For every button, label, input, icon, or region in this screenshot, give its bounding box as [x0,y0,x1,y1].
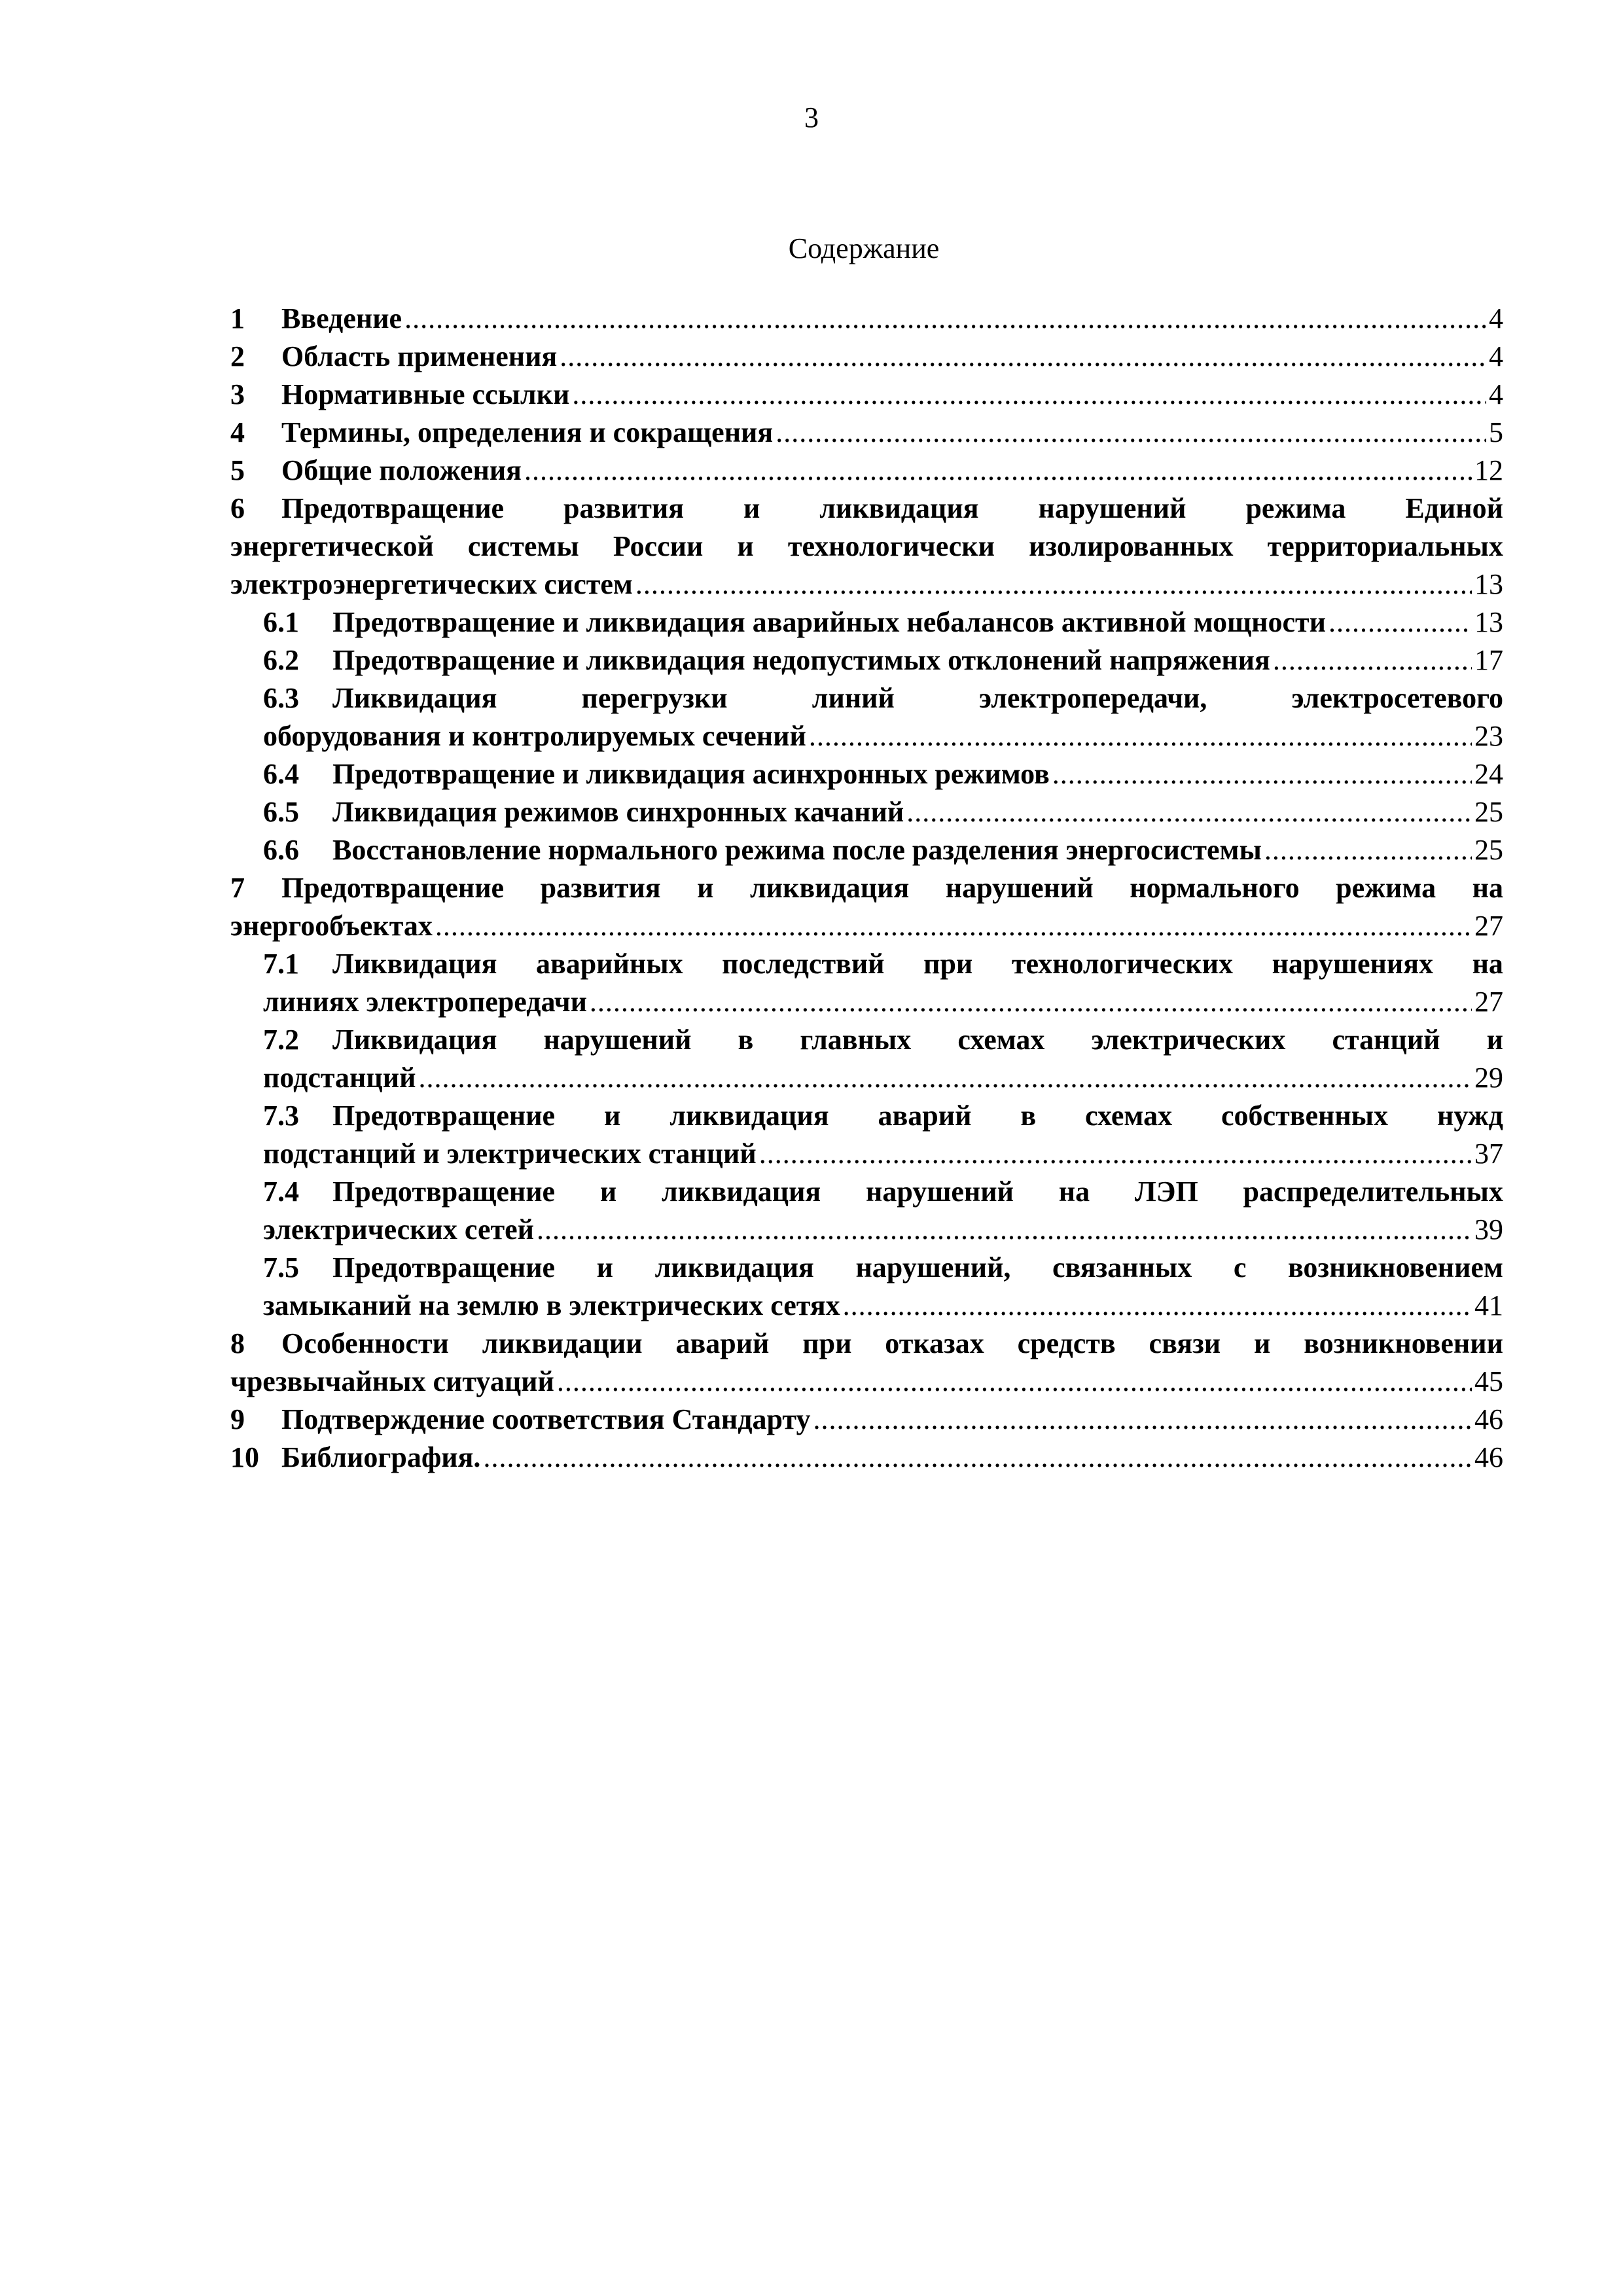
toc-entry[interactable] [230,1097,1503,1173]
toc-dot-leader [560,338,1486,376]
toc-entry-page: 23 [1474,720,1503,752]
toc-entry-title: Нормативные ссылки [281,378,570,410]
toc-entry-title: Предотвращение и ликвидация аварийных небалансов активной мощности [332,606,1326,638]
toc-entry-title: Предотвращение и ликвидация аварий в схемах собственных нужд [332,1100,1503,1132]
toc-dot-leader [906,793,1472,831]
page-number: 3 [804,101,819,134]
toc-entry-title: Предотвращение и ликвидация нарушений, связанных с возникновением [332,1251,1503,1283]
toc-entry[interactable] [230,755,1503,793]
toc-entry-number: 7.5 [263,1251,299,1283]
toc-entry-number: 6.5 [263,796,299,828]
toc-entry-title: линиях электропередачи [263,986,587,1018]
toc-entry-number: 6.4 [263,758,299,790]
toc-entry-title: замыканий на землю в электрических сетях [263,1289,840,1321]
toc-entry-title: энергетической системы России и технологически изолированных территориальных [230,530,1503,562]
toc-entry-title: Восстановление нормального режима после разделения энергосистемы [332,834,1262,866]
toc-dot-leader [572,376,1486,414]
toc-dot-leader [404,300,1486,338]
toc-entry-title: чрезвычайных ситуаций [230,1365,554,1397]
toc-entry-number: 3 [230,378,245,410]
toc-entry-number: 6 [230,492,245,524]
toc-entry-page: 24 [1474,758,1503,790]
toc-entry[interactable] [230,1439,1503,1477]
toc-entry-title: Особенности ликвидации аварий при отказах средств связи и возникновении [281,1327,1503,1359]
toc-entry[interactable] [230,869,1503,945]
toc-entry[interactable] [230,414,1503,452]
toc-dot-leader [1329,603,1472,641]
toc-entry-number: 7.3 [263,1100,299,1132]
toc-entry[interactable] [230,679,1503,755]
toc-dot-leader [843,1287,1472,1325]
toc-entry-number: 1 [230,302,245,334]
toc-entry-title: Ликвидация нарушений в главных схемах электрических станций и [332,1024,1503,1056]
toc-entry-number: 10 [230,1441,259,1473]
toc-dot-leader [635,565,1472,603]
toc-entry-page: 41 [1474,1289,1503,1321]
toc-entry-title: Предотвращение и ликвидация недопустимых отклонений напряжения [332,644,1270,676]
toc-entry-title: электрических сетей [263,1213,534,1246]
toc-entry-page: 45 [1474,1365,1503,1397]
toc-entry-title: энергообъектах [230,910,433,942]
toc-entry-title: Предотвращение и ликвидация нарушений на ЛЭП распределительных [332,1175,1503,1208]
toc-entry-title: электроэнергетических систем [230,568,633,600]
toc-entry[interactable] [230,793,1503,831]
toc-entry-title: Введение [281,302,402,334]
toc-entry[interactable] [230,1401,1503,1439]
toc-entry-number: 9 [230,1403,245,1435]
toc-entry-number: 7 [230,872,245,904]
toc-dot-leader [590,983,1472,1021]
toc-entry-title: Библиография. [281,1441,481,1473]
toc-dot-leader [418,1059,1472,1097]
toc-entry[interactable] [230,376,1503,414]
toc-entry-page: 29 [1474,1062,1503,1094]
toc-dot-leader [1264,831,1472,869]
toc-entry-page: 46 [1474,1403,1503,1435]
toc-entry[interactable] [230,603,1503,641]
toc-dot-leader [759,1135,1472,1173]
toc-entry-number: 6.3 [263,682,299,714]
toc-entry[interactable] [230,338,1503,376]
toc-entry-title: Предотвращение развития и ликвидация нарушений нормального режима на [281,872,1503,904]
toc-entry-page: 25 [1474,796,1503,828]
toc-dot-leader [813,1401,1472,1439]
toc-dot-leader [1273,641,1472,679]
toc-entry-number: 6.1 [263,606,299,638]
toc-entry-page: 27 [1474,910,1503,942]
toc-entry-page: 27 [1474,986,1503,1018]
toc-entry-number: 7.2 [263,1024,299,1056]
toc-entry-title: подстанций [263,1062,416,1094]
toc-entry-page: 37 [1474,1138,1503,1170]
toc-entry-page: 4 [1489,340,1503,372]
toc-entry-title: оборудования и контролируемых сечений [263,720,806,752]
toc-entry-title: Предотвращение и ликвидация асинхронных режимов [332,758,1050,790]
toc-entry-page: 13 [1474,606,1503,638]
toc-entry-title: Предотвращение развития и ликвидация нарушений режима Единой [281,492,1503,524]
toc-entry-number: 4 [230,416,245,448]
toc-entry-number: 6.2 [263,644,299,676]
toc-entry-number: 8 [230,1327,245,1359]
toc-entry-page: 17 [1474,644,1503,676]
toc-entry[interactable] [230,452,1503,490]
toc-dot-leader [435,907,1472,945]
toc-entry-title: Ликвидация режимов синхронных качаний [332,796,904,828]
toc-entry-number: 2 [230,340,245,372]
toc-entry-page: 46 [1474,1441,1503,1473]
toc-dot-leader [483,1439,1472,1477]
toc-entry-title: Ликвидация перегрузки линий электропередачи, электросетевого [332,682,1503,714]
toc-entry[interactable] [230,945,1503,1021]
toc-entry-title: Общие положения [281,454,522,486]
toc-dot-leader [537,1211,1472,1249]
toc-entry-title: Подтверждение соответствия Стандарту [281,1403,811,1435]
table-of-contents [230,300,1503,1477]
toc-entry[interactable] [230,1325,1503,1401]
toc-dot-leader [809,717,1472,755]
toc-entry[interactable] [230,300,1503,338]
toc-entry-title: подстанций и электрических станций [263,1138,757,1170]
toc-entry[interactable] [230,490,1503,603]
toc-entry-page: 25 [1474,834,1503,866]
toc-entry[interactable] [230,1021,1503,1097]
page-title: Содержание [788,232,940,264]
toc-entry-title: Термины, определения и сокращения [281,416,774,448]
toc-entry[interactable] [230,641,1503,679]
toc-entry-number: 7.4 [263,1175,299,1208]
toc-dot-leader [524,452,1472,490]
toc-entry-number: 7.1 [263,948,299,980]
toc-entry-page: 13 [1474,568,1503,600]
toc-entry[interactable] [230,1173,1503,1249]
toc-entry-page: 4 [1489,378,1503,410]
toc-dot-leader [557,1363,1472,1401]
toc-dot-leader [776,414,1486,452]
toc-entry-title: Область применения [281,340,558,372]
toc-entry-page: 4 [1489,302,1503,334]
toc-entry[interactable] [230,1249,1503,1325]
toc-entry-page: 5 [1489,416,1503,448]
toc-entry[interactable] [230,831,1503,869]
toc-entry-number: 6.6 [263,834,299,866]
toc-entry-title: Ликвидация аварийных последствий при технологических нарушениях на [332,948,1503,980]
toc-entry-page: 39 [1474,1213,1503,1246]
toc-dot-leader [1052,755,1472,793]
toc-entry-page: 12 [1474,454,1503,486]
toc-entry-number: 5 [230,454,245,486]
